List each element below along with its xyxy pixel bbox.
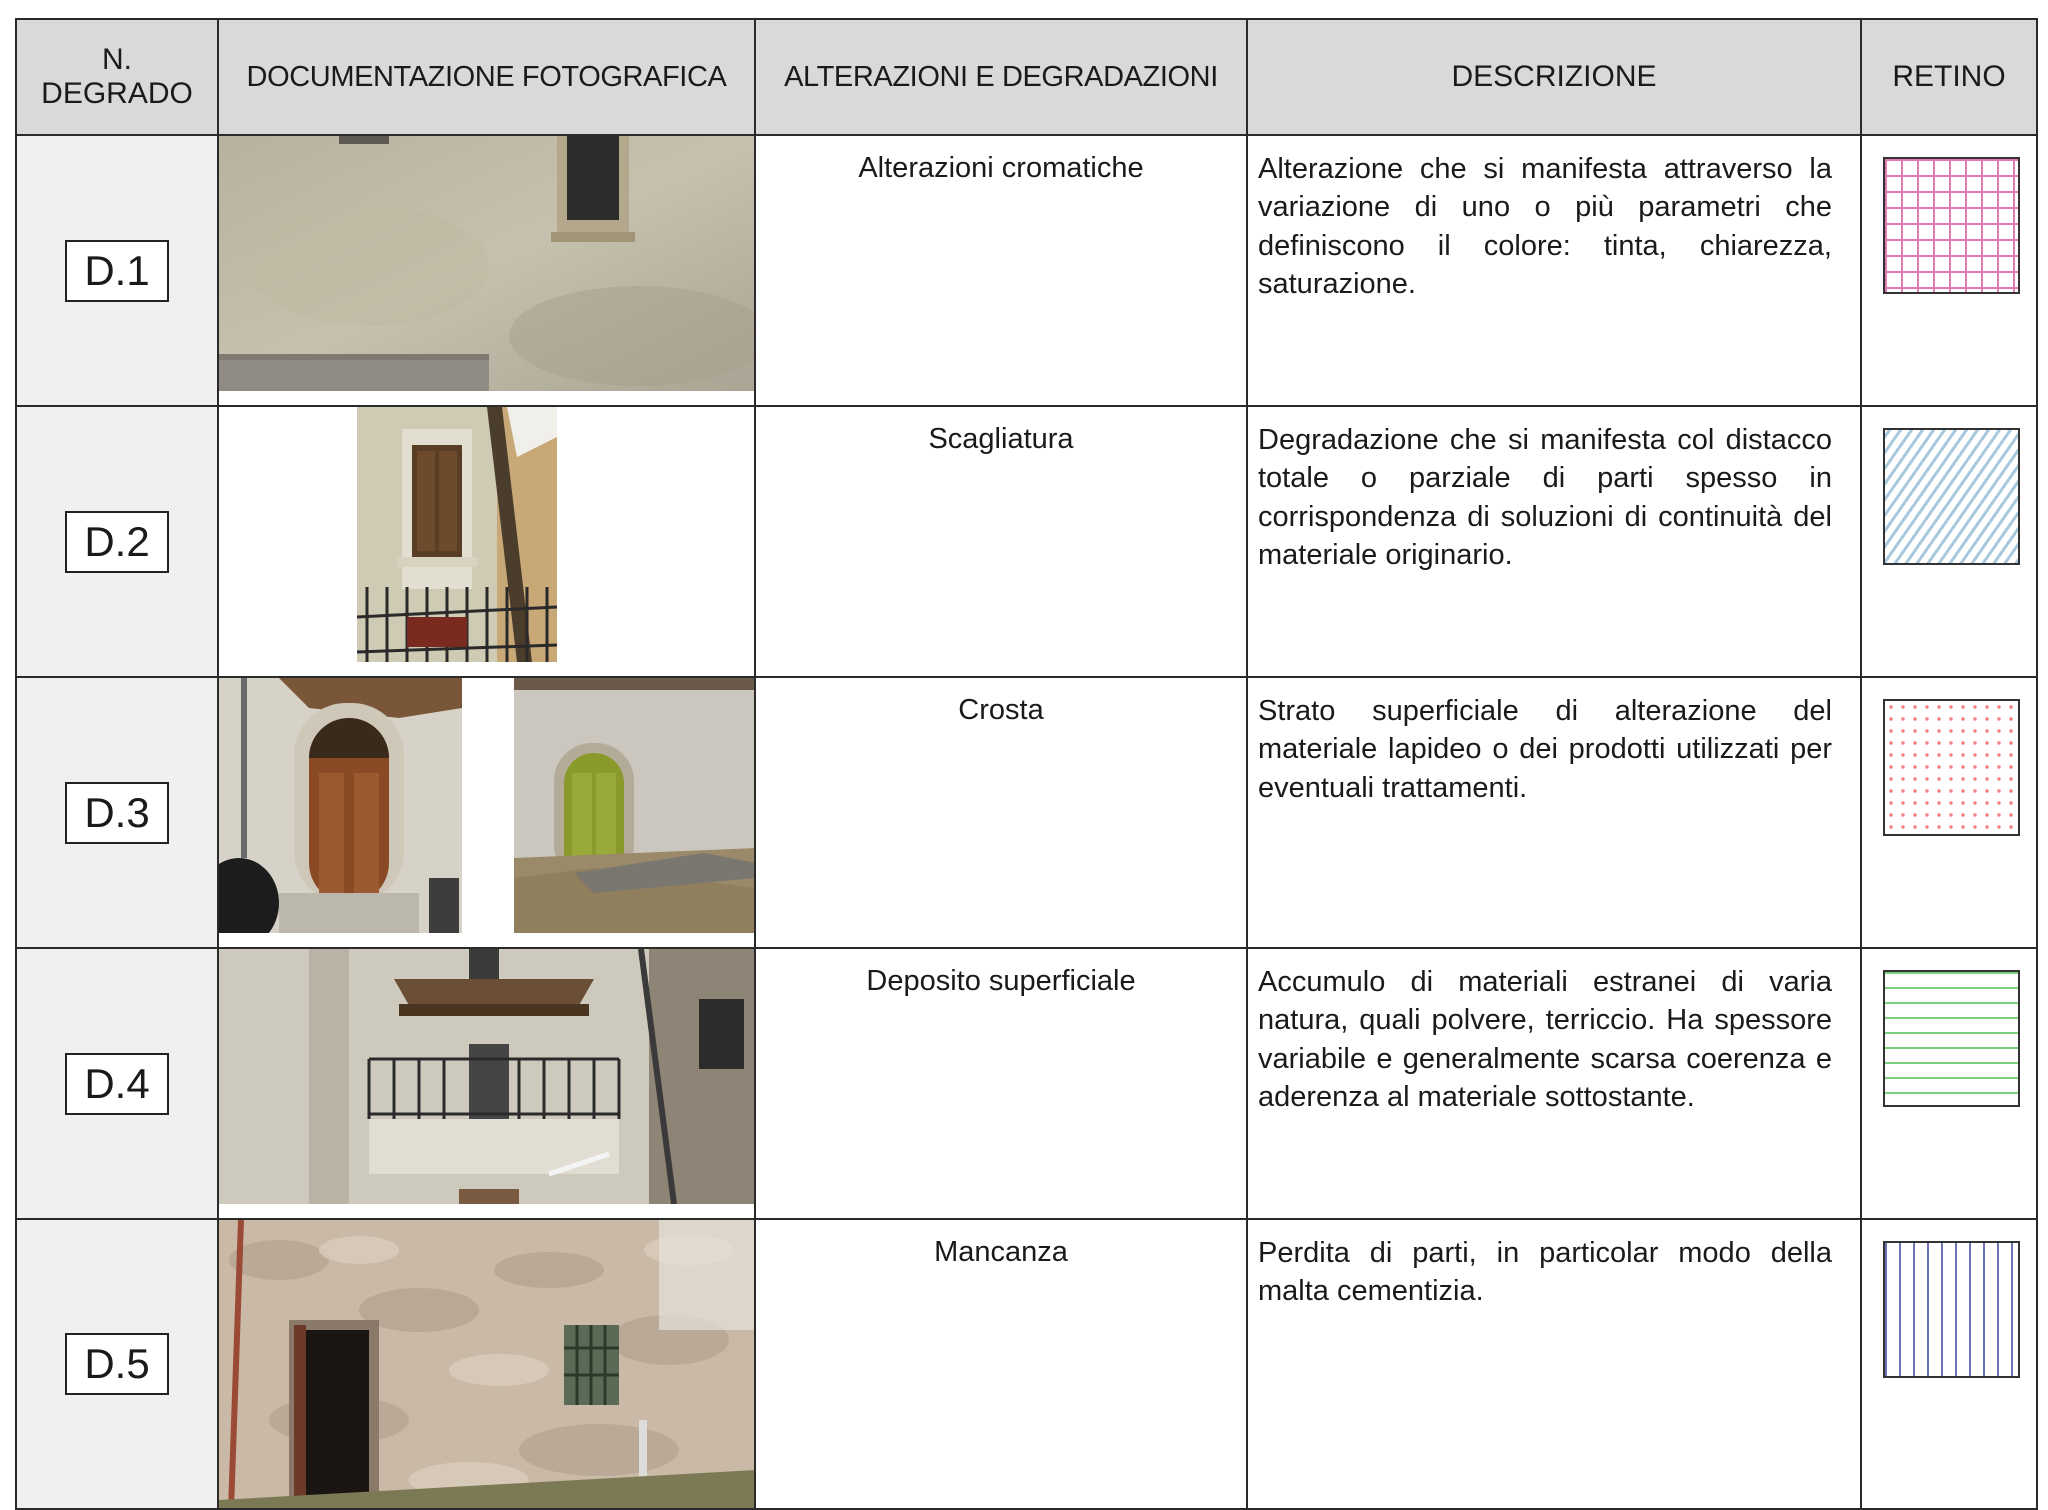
header-alterazioni: ALTERAZIONI E DEGRADAZIONI (755, 19, 1247, 135)
window-photo (357, 407, 557, 662)
degradation-code: D.5 (65, 1333, 169, 1395)
header-n-degrado: N. DEGRADO (16, 19, 218, 135)
alterazione-cell: Alterazioni cromatiche (755, 135, 1247, 406)
wooden-door-photo (219, 678, 462, 933)
photo-cell (218, 406, 755, 677)
code-cell (16, 677, 218, 948)
retino-dots-swatch (1883, 699, 2020, 836)
retino-cell (1861, 135, 2037, 406)
alterazione-cell: Mancanza (755, 1219, 1247, 1509)
retino-grid-swatch (1883, 157, 2020, 294)
retino-cell (1861, 948, 2037, 1219)
table-row (16, 406, 2037, 677)
degradation-code: D.2 (65, 511, 169, 573)
code-cell (16, 1219, 218, 1509)
degradation-code: D.1 (65, 240, 169, 302)
descrizione-cell: Alterazione che si manifesta attraverso la variazione di uno o più parametri che definiscono il colore: tinta, chiarezza, saturazione. (1247, 135, 1861, 406)
balcony-photo (219, 949, 755, 1204)
green-door-photo (514, 678, 755, 933)
table-row (16, 948, 2037, 1219)
photo-cell (218, 1219, 755, 1509)
retino-diagonal-swatch (1883, 428, 2020, 565)
stone-wall-photo (219, 1220, 755, 1509)
header-row (16, 19, 2037, 135)
facade-photo (219, 136, 755, 391)
photo-cell (218, 135, 755, 406)
retino-cell (1861, 406, 2037, 677)
descrizione-cell: Perdita di parti, in particolar modo della malta cementizia. (1247, 1219, 1861, 1509)
alterazione-cell: Scagliatura (755, 406, 1247, 677)
table-row (16, 1219, 2037, 1509)
retino-vertical-lines-swatch (1883, 1241, 2020, 1378)
header-documentazione-fotografica: DOCUMENTAZIONE FOTOGRAFICA (218, 19, 755, 135)
table-row (16, 135, 2037, 406)
retino-cell (1861, 1219, 2037, 1509)
degradation-code: D.4 (65, 1053, 169, 1115)
photo-cell (218, 677, 755, 948)
degradation-code: D.3 (65, 782, 169, 844)
descrizione-cell: Strato superficiale di alterazione del materiale lapideo o dei prodotti utilizzati per eventuali trattamenti. (1247, 677, 1861, 948)
descrizione-cell: Accumulo di materiali estranei di varia natura, quali polvere, terriccio. Ha spessore variabile e generalmente scarsa coerenza e aderenza al materiale sottostante. (1247, 948, 1861, 1219)
code-cell (16, 135, 218, 406)
alterazione-cell: Deposito superficiale (755, 948, 1247, 1219)
header-retino: RETINO (1861, 19, 2037, 135)
table-row (16, 677, 2037, 948)
code-cell (16, 948, 218, 1219)
photo-cell (218, 948, 755, 1219)
retino-horizontal-lines-swatch (1883, 970, 2020, 1107)
code-cell (16, 406, 218, 677)
descrizione-cell: Degradazione che si manifesta col distacco totale o parziale di parti spesso in corrispondenza di soluzioni di continuità del materiale originario. (1247, 406, 1861, 677)
degradation-table (15, 18, 2038, 1510)
retino-cell (1861, 677, 2037, 948)
header-descrizione: DESCRIZIONE (1247, 19, 1861, 135)
alterazione-cell: Crosta (755, 677, 1247, 948)
